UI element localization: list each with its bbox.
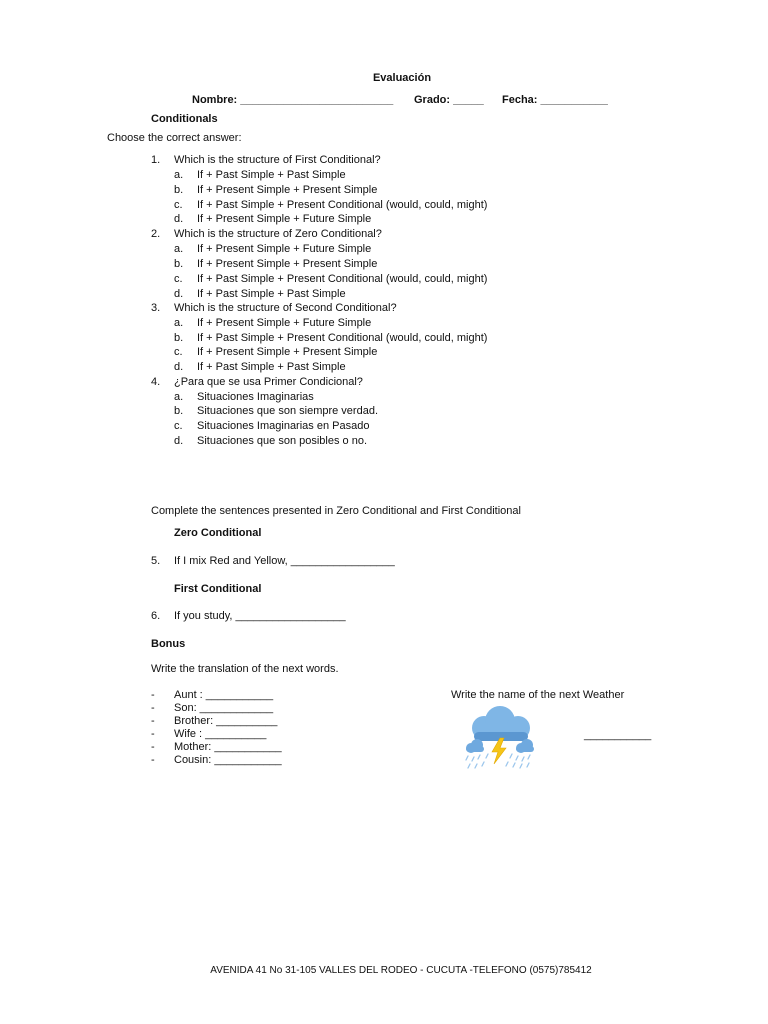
- bonus-instruction: Write the translation of the next words.: [151, 663, 339, 675]
- option-letter: d.: [174, 435, 184, 447]
- weather-answer-blank: ___________: [584, 729, 652, 741]
- list-dash: -: [151, 715, 155, 727]
- option-letter: c.: [174, 273, 183, 285]
- option-letter: b.: [174, 332, 184, 344]
- page-title: Evaluación: [372, 72, 432, 84]
- storm-cloud-rain-lightning-icon: [460, 706, 540, 772]
- option-text: If + Present Simple + Present Simple: [197, 184, 378, 196]
- question-number: 5.: [151, 555, 161, 567]
- option-text: If + Present Simple + Future Simple: [197, 243, 372, 255]
- option-text: If + Present Simple + Present Simple: [197, 346, 378, 358]
- question-text: If you study, __________________: [174, 610, 346, 622]
- option-letter: c.: [174, 420, 183, 432]
- option-text: Situaciones Imaginarias en Pasado: [197, 420, 370, 432]
- word-text: Son: ____________: [174, 702, 274, 714]
- option-text: If + Past Simple + Present Conditional (would, could, might): [197, 332, 488, 344]
- option-text: If + Past Simple + Past Simple: [197, 361, 346, 373]
- list-dash: -: [151, 754, 155, 766]
- question-number: 2.: [151, 228, 161, 240]
- question-text: Which is the structure of First Conditional?: [174, 154, 381, 166]
- first-conditional-heading: First Conditional: [174, 583, 262, 595]
- list-dash: -: [151, 689, 155, 701]
- option-text: Situaciones que son posibles o no.: [197, 435, 368, 447]
- question-number: 4.: [151, 376, 161, 388]
- word-text: Brother: __________: [174, 715, 278, 727]
- option-letter: d.: [174, 213, 184, 225]
- section-instruction: Choose the correct answer:: [107, 132, 242, 144]
- question-text: If I mix Red and Yellow, _________________: [174, 555, 395, 567]
- question-text: Which is the structure of Zero Conditional?: [174, 228, 382, 240]
- option-letter: a.: [174, 317, 184, 329]
- weather-instruction: Write the name of the next Weather: [451, 689, 625, 701]
- question-text: Which is the structure of Second Conditional?: [174, 302, 397, 314]
- option-text: Situaciones que son siempre verdad.: [197, 405, 378, 417]
- word-text: Wife : __________: [174, 728, 267, 740]
- option-letter: d.: [174, 288, 184, 300]
- word-text: Cousin: ___________: [174, 754, 282, 766]
- option-text: If + Present Simple + Future Simple: [197, 317, 372, 329]
- list-dash: -: [151, 728, 155, 740]
- question-number: 3.: [151, 302, 161, 314]
- option-letter: b.: [174, 184, 184, 196]
- option-letter: b.: [174, 258, 184, 270]
- section2-instruction: Complete the sentences presented in Zero Conditional and First Conditional: [151, 505, 521, 517]
- option-text: If + Past Simple + Present Conditional (would, could, might): [197, 199, 488, 211]
- bonus-heading: Bonus: [151, 638, 186, 650]
- section-heading-conditionals: Conditionals: [151, 113, 218, 125]
- question-number: 1.: [151, 154, 161, 166]
- option-letter: a.: [174, 243, 184, 255]
- option-letter: c.: [174, 199, 183, 211]
- option-text: If + Past Simple + Past Simple: [197, 169, 346, 181]
- option-letter: a.: [174, 169, 184, 181]
- question-text: ¿Para que se usa Primer Condicional?: [174, 376, 363, 388]
- option-text: If + Present Simple + Future Simple: [197, 213, 372, 225]
- word-text: Aunt : ___________: [174, 689, 274, 701]
- list-dash: -: [151, 702, 155, 714]
- option-letter: d.: [174, 361, 184, 373]
- option-text: Situaciones Imaginarias: [197, 391, 314, 403]
- fecha-field: Fecha: ___________: [502, 94, 608, 106]
- option-letter: a.: [174, 391, 184, 403]
- footer-address: AVENIDA 41 No 31-105 VALLES DEL RODEO - CUCUTA -TELEFONO (0575)785412: [210, 965, 592, 976]
- option-letter: b.: [174, 405, 184, 417]
- nombre-field: Nombre: _________________________: [192, 94, 394, 106]
- option-letter: c.: [174, 346, 183, 358]
- list-dash: -: [151, 741, 155, 753]
- zero-conditional-heading: Zero Conditional: [174, 527, 262, 539]
- option-text: If + Past Simple + Past Simple: [197, 288, 346, 300]
- grado-field: Grado: _____: [414, 94, 484, 106]
- option-text: If + Past Simple + Present Conditional (would, could, might): [197, 273, 488, 285]
- question-number: 6.: [151, 610, 161, 622]
- word-text: Mother: ___________: [174, 741, 282, 753]
- option-text: If + Present Simple + Present Simple: [197, 258, 378, 270]
